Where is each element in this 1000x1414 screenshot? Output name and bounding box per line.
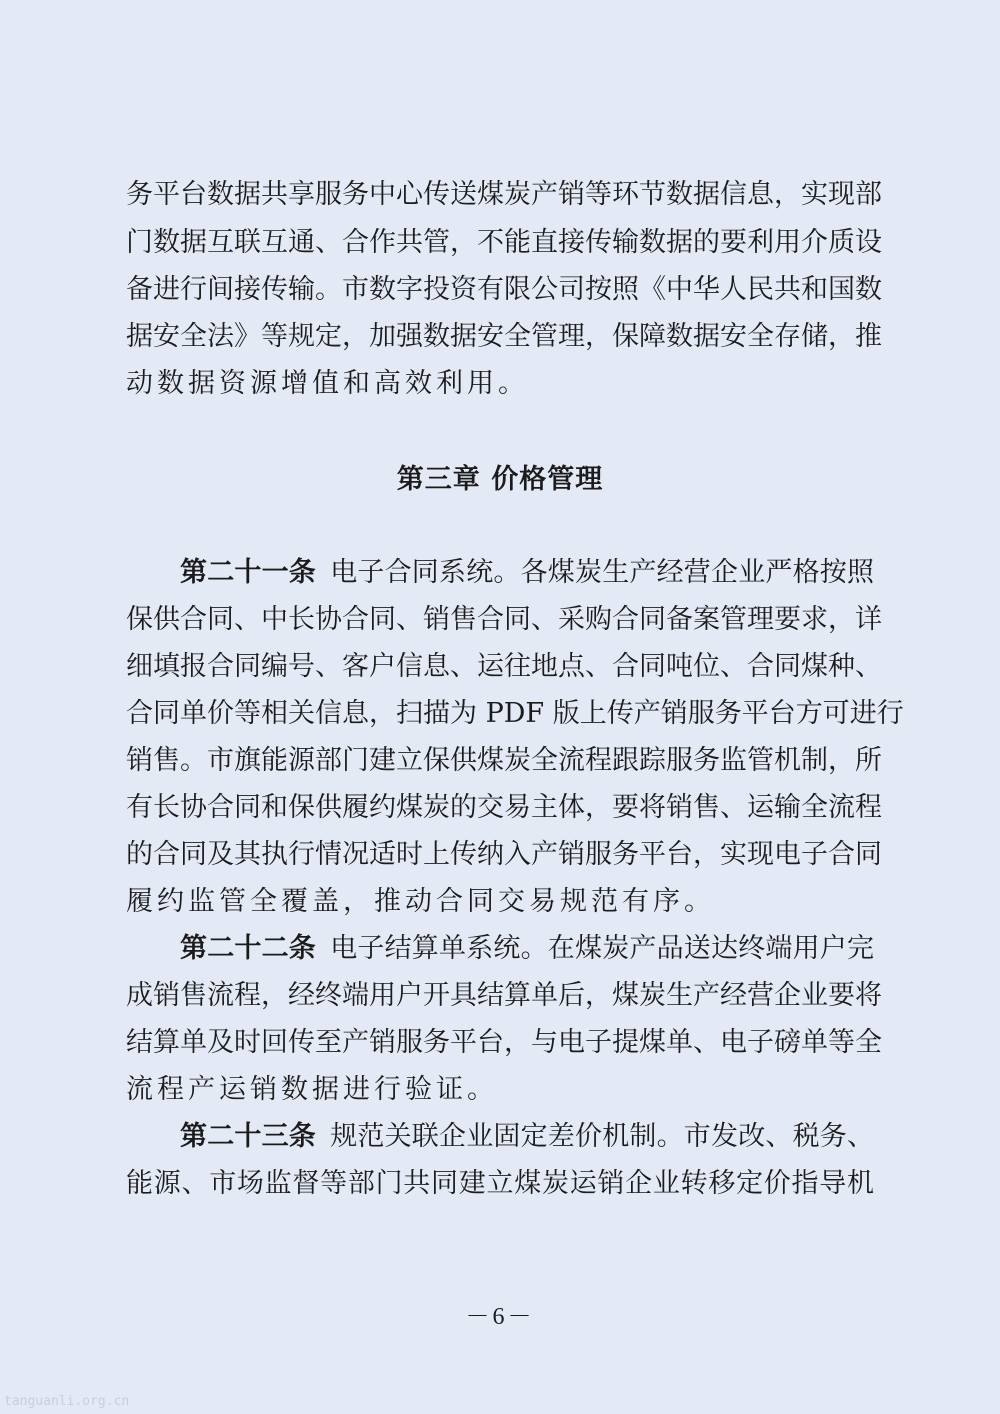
article-heading: 第二十一条: [180, 557, 316, 588]
paragraph-line: 门数据互联互通、合作共管，不能直接传输数据的要利用介质设: [126, 227, 882, 258]
article-first-line: [180, 549, 874, 597]
paragraph-line: 销售。市旗能源部门建立保供煤炭全流程跟踪服务监管机制，所: [126, 745, 882, 776]
paragraph-line: 有长协合同和保供履约煤炭的交易主体，要将销售、运输全流程: [126, 792, 882, 823]
watermark: tanguanli.org.cn: [4, 1394, 130, 1409]
paragraph-line: 流程产运销数据进行验证。: [126, 1074, 498, 1105]
paragraph-line: 据安全法》等规定，加强数据安全管理，保障数据安全存储，推: [126, 321, 882, 352]
article-heading: 第二十二条: [180, 933, 316, 964]
article-heading: 第二十三条: [180, 1121, 316, 1152]
paragraph-line: 细填报合同编号、客户信息、运往地点、合同吨位、合同煤种、: [126, 651, 882, 682]
article-text: 规范关联企业固定差价机制。市发改、税务、: [330, 1121, 874, 1152]
paragraph-line: 合同单价等相关信息，扫描为 PDF 版上传产销服务平台方可进行: [126, 698, 904, 729]
page-number: －6－: [465, 1304, 535, 1330]
article-first-line: [180, 925, 874, 973]
article-text: 电子结算单系统。在煤炭产品送达终端用户完: [330, 933, 874, 964]
paragraph-line: 备进行间接传输。市数字投资有限公司按照《中华人民共和国数: [126, 274, 882, 305]
paragraph-line: 成销售流程，经终端用户开具结算单后，煤炭生产经营企业要将: [126, 980, 882, 1011]
paragraph-line: 务平台数据共享服务中心传送煤炭产销等环节数据信息，实现部: [126, 179, 882, 210]
paragraph-line: 的合同及其执行情况适时上传纳入产销服务平台，实现电子合同: [126, 839, 882, 870]
paragraph-line: 保供合同、中长协合同、销售合同、采购合同备案管理要求，详: [126, 604, 882, 635]
paragraph-line: 履约监管全覆盖，推动合同交易规范有序。: [126, 886, 715, 917]
article-text: 电子合同系统。各煤炭生产经营企业严格按照: [330, 557, 874, 588]
article-first-line: [180, 1113, 874, 1161]
paragraph-line: 能源、市场监督等部门共同建立煤炭运销企业转移定价指导机: [126, 1168, 874, 1199]
chapter-title: 第三章 价格管理: [396, 464, 604, 495]
paragraph-line: 结算单及时回传至产销服务平台，与电子提煤单、电子磅单等全: [126, 1027, 882, 1058]
paragraph-line: 动数据资源增值和高效利用。: [126, 368, 529, 399]
